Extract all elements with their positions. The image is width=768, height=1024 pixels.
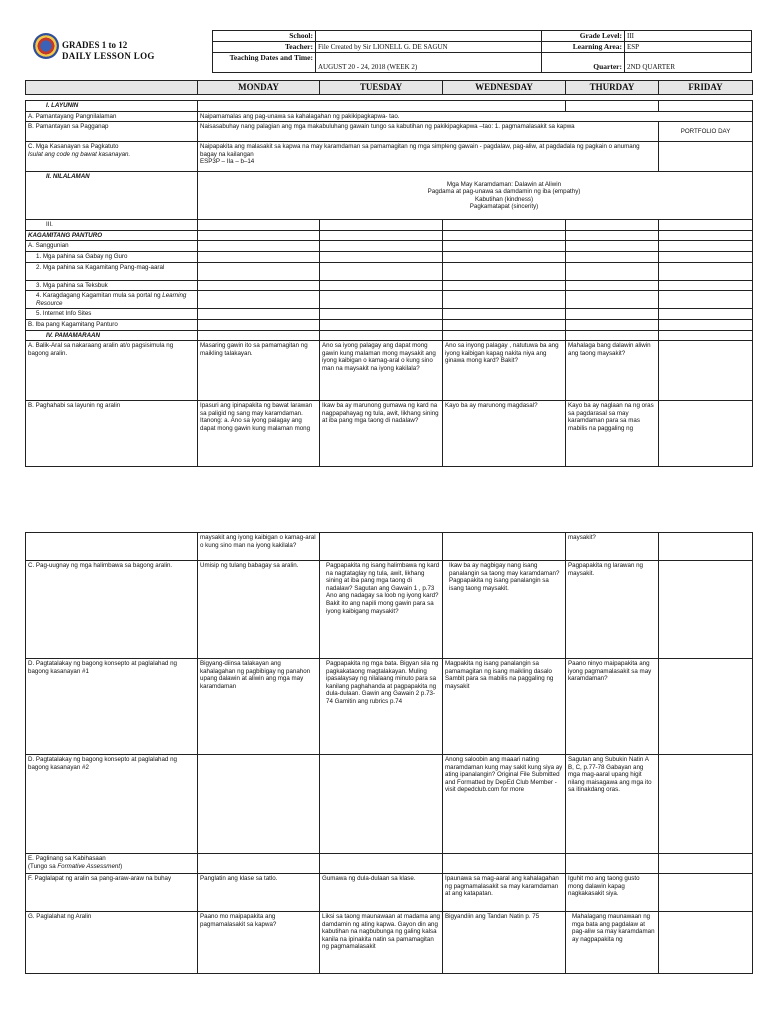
section-nilalaman: II. NILALAMAN [26, 172, 198, 220]
paglalapat-monday: Panglatin ang klase sa tatlo. [198, 874, 320, 912]
kasanayan-code: ESP3P – IIa – b–14 [200, 158, 255, 166]
portfolio-day: PORTFOLIO DAY [659, 122, 753, 142]
row-label-karagdagang-kagamitan [26, 291, 198, 309]
formative-assessment-label [28, 863, 195, 871]
quarter-label: Quarter: [542, 53, 625, 73]
dates-label: Teaching Dates and Time: [213, 53, 316, 73]
continuation-thursday: maysakit? [566, 533, 659, 561]
balik-aral-monday: Masaring gawin ito sa pamamagitan ng maikling talakayan. [198, 341, 320, 401]
kasanayan-sublabel: Isulat ang code ng bawat kasanayan. [28, 150, 131, 158]
school-value [316, 31, 542, 42]
balik-aral-wednesday: Ano sa inyong palagay , natutuwa ba ang iyong kaibigan kapag nakita niya ang ginawa mong kard? Bakit? [443, 341, 566, 401]
paghahabi-tuesday: Ikaw ba ay marunong gumawa ng kard na nagpapahayag ng tula, awit, likhang sining at iba pang mga taong di nadalaw? [320, 401, 443, 467]
kasanayan-description: Naipapakita ang malasakit sa kapwa na may karamdaman sa pamamagitan ng mga simpleng gawain - pagdalaw, pag-aliw, at pagdadala ng pagkain o anumang bagay na kailangan [200, 143, 640, 158]
row-label-paglinang [26, 854, 198, 874]
section-pamamaraan: IV. PAMAMARAAN [26, 330, 198, 341]
row-label-paghahabi: B. Paghahabi sa layunin ng aralin [26, 401, 198, 467]
row-label-pagtatalakay-1: D. Pagtatalakay ng bagong konsepto at paglalahad ng bagong kasanayan #1 [26, 659, 198, 755]
kasanayan-text [198, 142, 659, 172]
day-monday: MONDAY [198, 81, 320, 95]
teacher-value: File Created by Sir LIONELL G. DE SAGUN [316, 42, 542, 53]
form-subtitle: DAILY LESSON LOG [62, 51, 155, 61]
row-label-pag-uugnay: C. Pag-uugnay ng mga halimbawa sa bagong aralin. [26, 561, 198, 659]
learning-area-value: ESP [625, 42, 752, 53]
header-info-table [212, 30, 752, 73]
pagtatalakay-1-monday: Bigyang-diinsa talakayan ang kahalagahan ng pagbibigay ng panahon upang dalawin at aliwin ang mga may karamdaman [198, 659, 320, 755]
pagtatalakay-1-thursday: Paano ninyo maipapakita ang iyong pagmamalasakit sa may karamdaman? [566, 659, 659, 755]
lesson-table-page-2 [25, 532, 753, 974]
quarter-value: 2ND QUARTER [625, 53, 752, 73]
continuation-monday: maysakit ang iyong kaibigan o kamag-aral o kung sino man na iyong kakilala? [198, 533, 320, 561]
pag-uugnay-wednesday: Ikaw ba ay nagbigay nang isang panalangin sa taong may karamdaman? Pagpapakita ng isang panalangin sa isang taong maysakit. [443, 561, 566, 659]
day-header-row [25, 80, 753, 95]
paglalahat-tuesday: Liksi sa taong maunawaan at madama ang damdamin ng ating kapwa. Gayon din ang kabutihan na nagbubunga ng galing kalsa kanila na ipinakita natin sa pamamagitan ng pagmamalasakit [320, 912, 443, 974]
paglinang-label: E. Paglinang sa Kabihasaan [28, 855, 106, 862]
day-thursday: THURDAY [566, 81, 659, 95]
paghahabi-wednesday: Kayo ba ay marunong magdasal? [443, 401, 566, 467]
row-label-balik-aral: A. Balik-Aral sa nakaraang aralin at/o pagsisimula ng bagong aralin. [26, 341, 198, 401]
form-title: GRADES 1 to 12 [62, 40, 128, 50]
section-iii: III. [26, 220, 198, 231]
pamantayan-sa-pagganap-text: Naisasabuhay nang palagian ang mga makabuluhang gawain tungo sa kabutihan ng pakikipagkapwa –tao: 1. pagmamalasakit sa kapwa [198, 122, 659, 142]
row-label-paglalahat: G. Paglalahat ng Aralin [26, 912, 198, 974]
pamantayang-pangnilalaman-text: Naipamamalas ang pag-unawa sa kahalagahan ng pakikipagkapwa- tao. [198, 111, 753, 122]
balik-aral-tuesday: Ano sa iyong palagay ang dapat mong gawin kung malaman mong maysakit ang iyong kaibigan o kamag-aral o kung sino man na maysakit na iyong kakilala? [320, 341, 443, 401]
nilalaman-line: Pagkamatapat (sincerity) [469, 203, 539, 211]
formative-assessment-text: Formative Assessment [57, 862, 121, 870]
row-label-kasanayan [26, 142, 198, 172]
karagdagang-kagamitan-text: 4. Karagdagang Kagamitan mula sa portal ng [36, 292, 163, 300]
kasanayan-label: C. Mga Kasanayan sa Pagkatuto [28, 143, 119, 151]
paglalapat-wednesday: Ipaunawa sa mag-aaral ang kahalagahan ng pagmamalasakit sa may karamdaman at ang katapatan. [443, 874, 566, 912]
lesson-table-page-1 [25, 100, 753, 467]
grade-label: Grade Level: [542, 31, 625, 42]
pagtatalakay-1-wednesday: Magpakita ng isang panalangin sa pamamagitan ng isang maikling dasalo Sambit para sa mabilis na paggaling ng maysakit [443, 659, 566, 755]
pag-uugnay-thursday: Pagpapakita ng larawan ng maysakit. [566, 561, 659, 659]
day-friday: FRIDAY [659, 81, 753, 95]
teacher-label: Teacher: [213, 42, 316, 53]
row-label-sanggunian: A. Sanggunian [26, 241, 198, 252]
row-label-pamantayan-sa-pagganap: B. Pamantayan sa Pagganap [26, 122, 198, 142]
paglalapat-tuesday: Gumawa ng dula-dulaan sa klase. [320, 874, 443, 912]
row-label-teksbuk: 3. Mga pahina sa Teksbuk [26, 280, 198, 291]
learning-area-label: Learning Area: [542, 42, 625, 53]
row-label-internet-info-sites: 5. Internet Info Sites [26, 309, 198, 320]
pag-uugnay-tuesday: Pagpapakita ng isang halimbawa ng kard na nagtataglay ng tula, awit, likhang sining at iba pang mga taong di nadalaw? Sagutan ang Gawain 1 , p.73 Ano ang nadagay sa loob ng iyong kard? Bakit ito ang napili mong gawin para sa iyong kaibigang maysakit? [320, 561, 443, 659]
row-label-iba-pang-kagamitan: B. Iba pang Kagamitang Panturo [26, 319, 198, 330]
paghahabi-monday: Ipasuri ang ipinapakita ng bawat larawan sa paligid ng sang may karamdaman. Itanong: a. Ano sa iyong palagay ang dapat mong gawin kung malaman mong [198, 401, 320, 467]
nilalaman-line: Mga May Karamdaman: Dalawin at Aliwin [446, 180, 562, 188]
section-kagamitang-panturo: KAGAMITANG PANTURO [26, 230, 198, 241]
paglalahat-wednesday: Bigyandiin ang Tandan Natin p. 75 [443, 912, 566, 974]
nilalaman-content [198, 172, 753, 220]
learning-resource-text: Learning Resource [36, 292, 187, 307]
pagtatalakay-2-thursday: Sagutan ang Subukin Natin A B, C, p.77-78 Gabayan ang mga mag-aaral upang higit nilang maisagawa ang mga ito sa itinakdang oras. [566, 755, 659, 854]
nilalaman-line: Kabutihan (kindness) [474, 195, 534, 203]
row-label-pamantayang-pangnilalaman: A. Pamantayang Pangnilalaman [26, 111, 198, 122]
paglalahat-thursday: Mahalagang maunawaan ng mga bata ang pagdalaw at pag-aliw sa may karamdaman ay nagpapakita ng [566, 912, 659, 974]
continuation-label [26, 533, 198, 561]
pagtatalakay-2-wednesday: Anong saloobin ang maaari nating maramdaman kung may sakit kung siya ay ating ipanalangin? Original File Submitted and Formatted by DepEd Club Member - visit depedclub.com for more [443, 755, 566, 854]
pagtatalakay-1-tuesday: Pagpapakita ng mga bata. Bigyan sila ng pagkakataong magtalakayan. Muling ipasalaysay ng nilalaang minuto para sa kanilang paghahanda at pagpapakita ng dula-dulaan. Gawin ang Gawain 2 p.73-74 Gamitin ang rubrics p.74 [320, 659, 443, 755]
row-label-paglalapat: F. Paglalapat ng aralin sa pang-araw-araw na buhay [26, 874, 198, 912]
grade-value: III [625, 31, 752, 42]
tungo-sa-text: (Tungo sa [28, 862, 58, 870]
school-label: School: [213, 31, 316, 42]
paglalapat-thursday: Iguhit mo ang taong gusto mong dalawin kapag nagkakasakit siya. [566, 874, 659, 912]
deped-seal-logo [33, 33, 59, 59]
section-layunin: I. LAYUNIN [26, 101, 198, 112]
dates-value: AUGUST 20 - 24, 2018 (WEEK 2) [316, 53, 542, 73]
row-label-pagtatalakay-2: D. Pagtatalakay ng bagong konsepto at paglalahad ng bagong kasanayan #2 [26, 755, 198, 854]
pag-uugnay-monday: Umisip ng tulang babagay sa aralin. [198, 561, 320, 659]
row-label-kagamitang-pang-mag-aaral: 2. Mga pahina sa Kagamitang Pang-mag-aaral [26, 262, 198, 280]
day-tuesday: TUESDAY [320, 81, 443, 95]
blank-day-cell [26, 81, 198, 95]
balik-aral-thursday: Mahalaga bang dalawin aliwin ang taong maysakit? [566, 341, 659, 401]
day-wednesday: WEDNESDAY [443, 81, 566, 95]
paglalahat-monday: Paano mo maipapakita ang pagmamalasakit sa kapwa? [198, 912, 320, 974]
paghahabi-thursday: Kayo ba ay naglaan na ng oras sa pagdarasal sa may karamdaman para sa mas mabilis na paggaling ng [566, 401, 659, 467]
nilalaman-line: Pagdama at pag-unawa sa damdamin ng iba (empathy) [427, 188, 581, 196]
close-paren-text: ) [120, 862, 123, 870]
row-label-gabay-ng-guro: 1. Mga pahina sa Gabay ng Guro [26, 251, 198, 262]
